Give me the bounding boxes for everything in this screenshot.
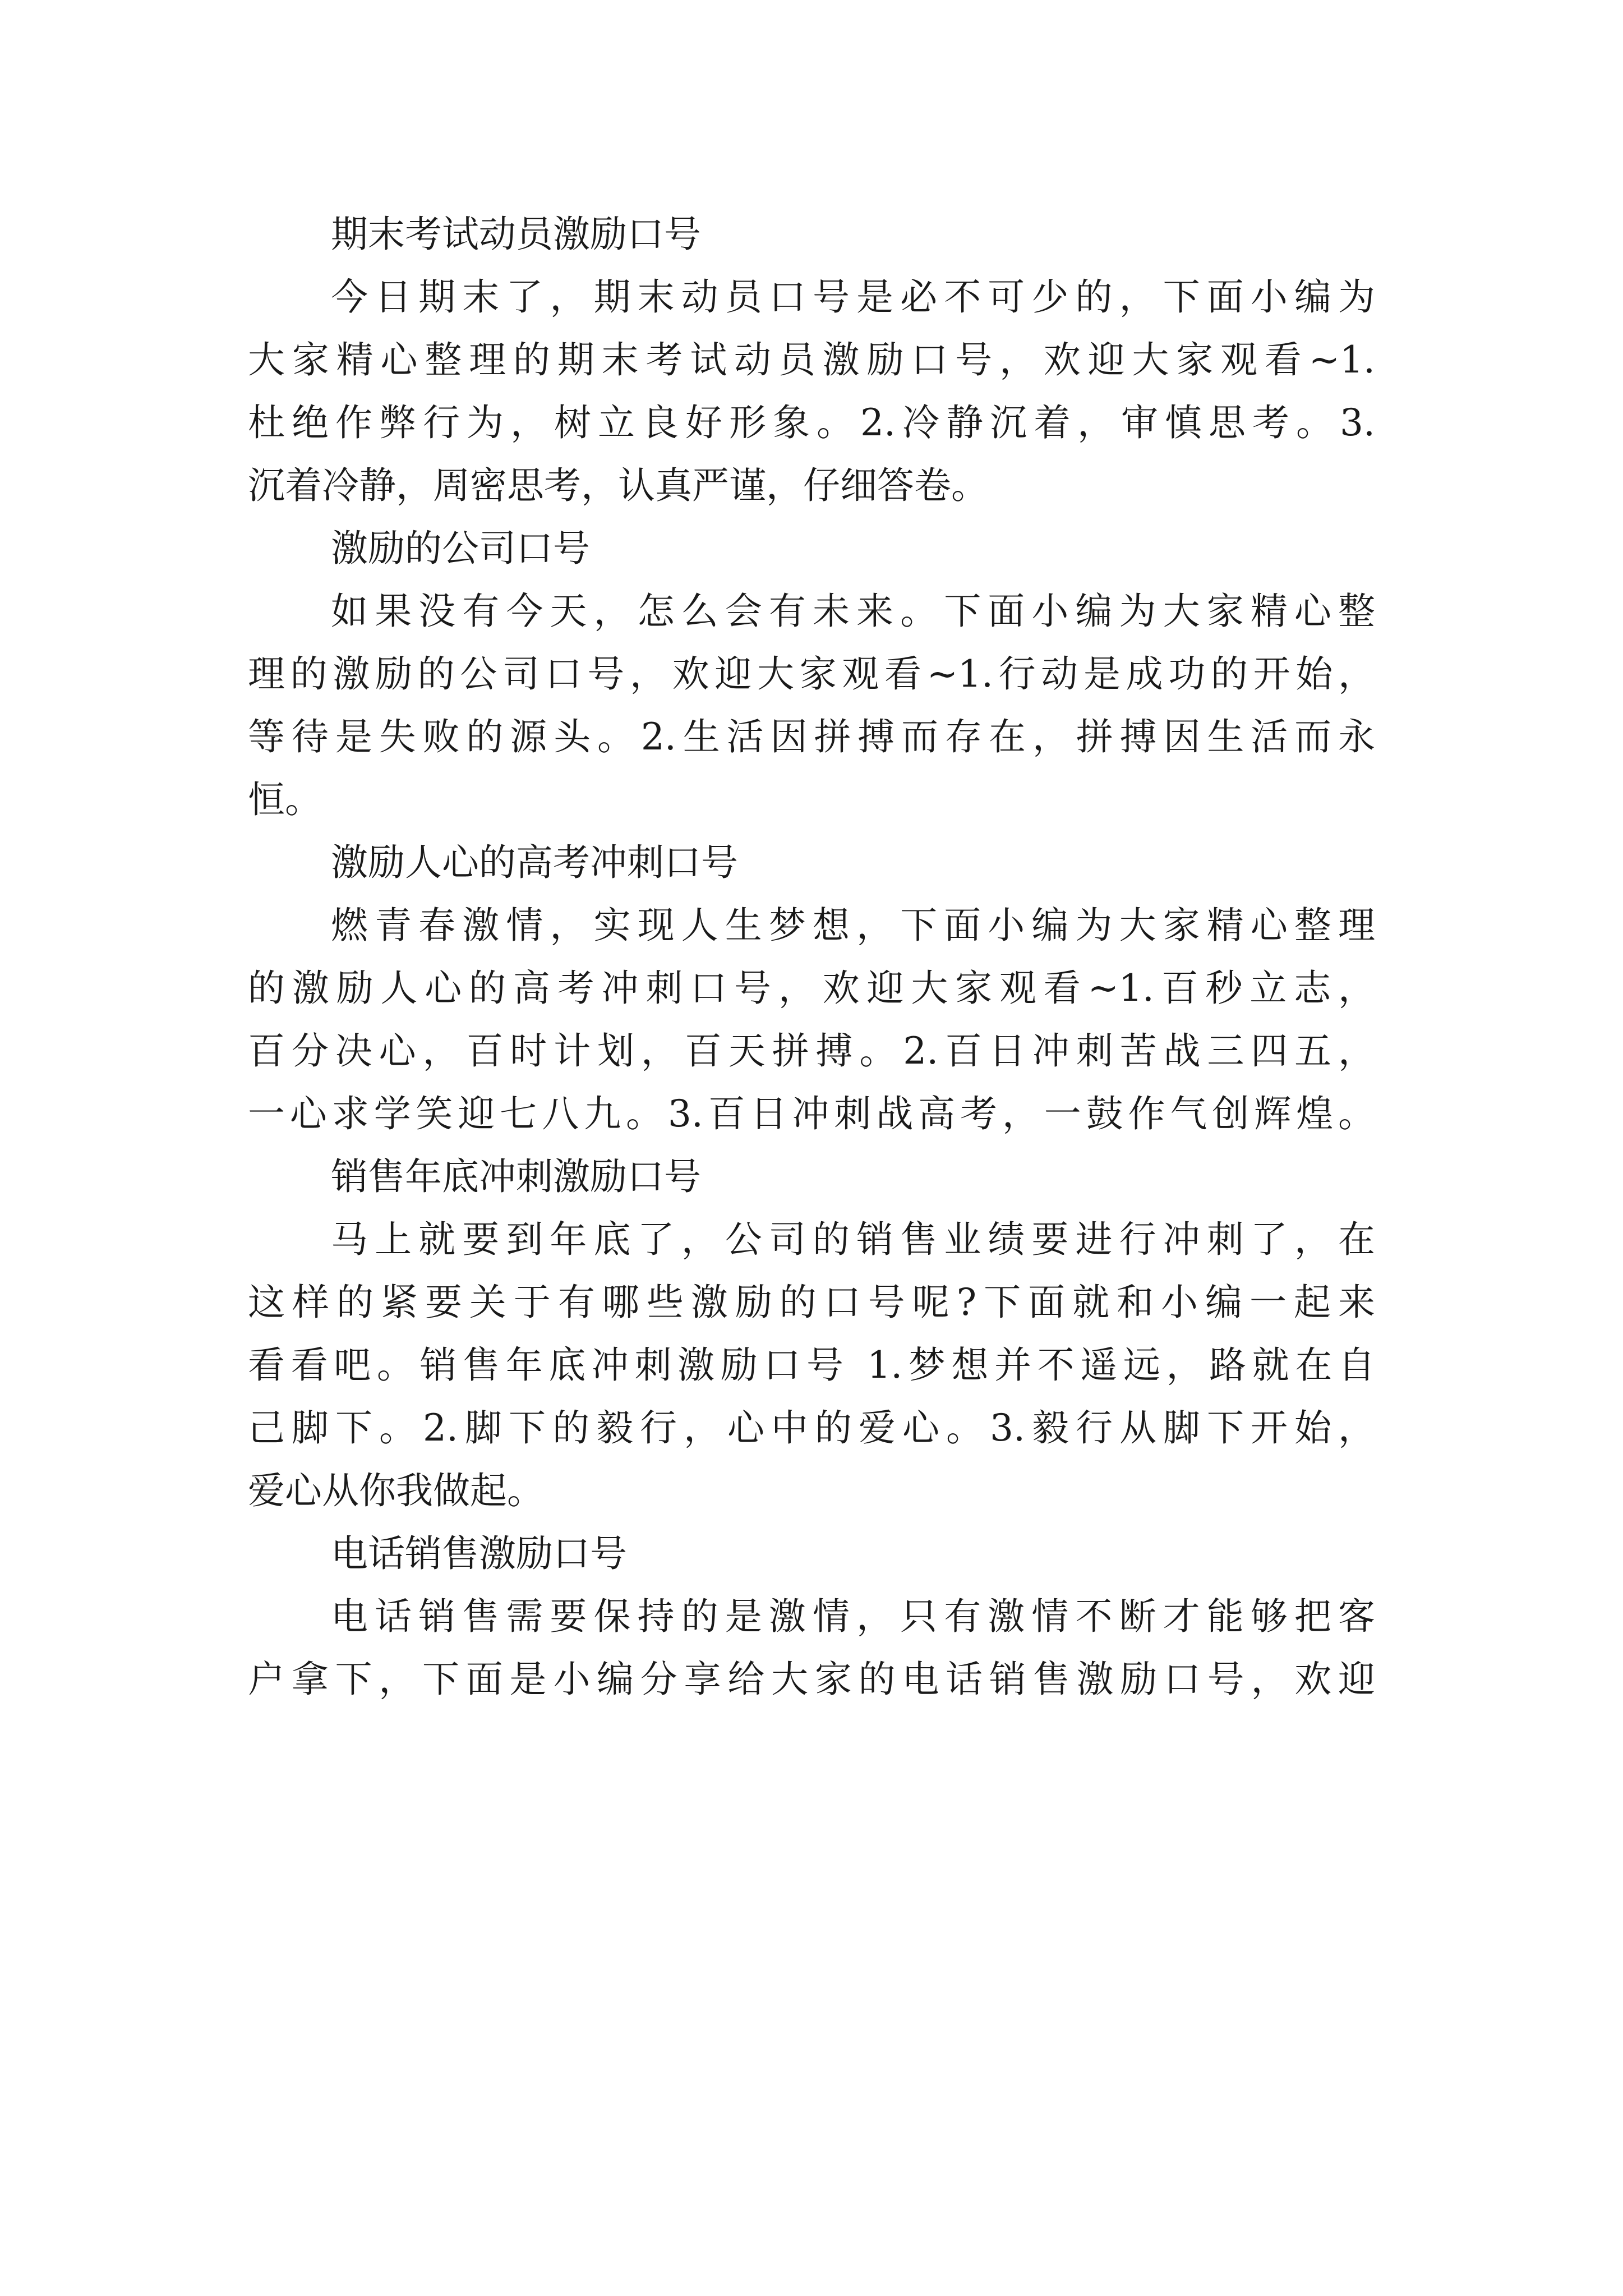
paragraph-line: 如果没有今天，怎么会有未来。下面小编为大家精心整 — [331, 590, 1375, 633]
paragraph-line: 恒。 — [248, 778, 322, 821]
paragraph-line: 百分决心，百时计划，百天拼搏。2.百日冲刺苦战三四五， — [248, 1029, 1375, 1073]
paragraph-line: 理的激励的公司口号，欢迎大家观看~1.行动是成功的开始， — [248, 652, 1375, 696]
paragraph-line: 户拿下，下面是小编分享给大家的电话销售激励口号，欢迎 — [248, 1658, 1375, 1701]
paragraph-line: 爱心从你我做起。 — [248, 1469, 544, 1512]
paragraph-line: 沉着冷静，周密思考，认真严谨，仔细答卷。 — [248, 464, 988, 507]
paragraph-line: 一心求学笑迎七八九。3.百日冲刺战高考，一鼓作气创辉煌。 — [248, 1092, 1375, 1135]
paragraph-line: 等待是失败的源头。2.生活因拼搏而存在，拼搏因生活而永 — [248, 715, 1375, 758]
paragraph-line: 杜绝作弊行为，树立良好形象。2.冷静沉着，审慎思考。3. — [248, 401, 1375, 444]
section-heading: 销售年底冲刺激励口号 — [331, 1155, 701, 1198]
paragraph-line: 看看吧。销售年底冲刺激励口号 1.梦想并不遥远，路就在自 — [248, 1343, 1375, 1387]
section-heading: 电话销售激励口号 — [331, 1532, 627, 1575]
paragraph-line: 己脚下。2.脚下的毅行，心中的爱心。3.毅行从脚下开始， — [248, 1406, 1375, 1450]
paragraph-line: 今日期末了，期末动员口号是必不可少的，下面小编为 — [331, 275, 1375, 319]
paragraph-line: 大家精心整理的期末考试动员激励口号，欢迎大家观看~1. — [248, 338, 1375, 381]
paragraph-line: 电话销售需要保持的是激情，只有激情不断才能够把客 — [331, 1595, 1375, 1638]
section-heading: 期末考试动员激励口号 — [331, 213, 701, 256]
paragraph-line: 马上就要到年底了，公司的销售业绩要进行冲刺了，在 — [331, 1218, 1375, 1261]
document-page — [248, 203, 1375, 1711]
paragraph-line: 这样的紧要关于有哪些激励的口号呢?下面就和小编一起来 — [248, 1281, 1375, 1324]
paragraph-line: 的激励人心的高考冲刺口号，欢迎大家观看~1.百秒立志， — [248, 967, 1375, 1010]
section-heading: 激励的公司口号 — [331, 527, 590, 570]
section-heading: 激励人心的高考冲刺口号 — [331, 841, 738, 884]
paragraph-line: 燃青春激情，实现人生梦想，下面小编为大家精心整理 — [331, 904, 1375, 947]
